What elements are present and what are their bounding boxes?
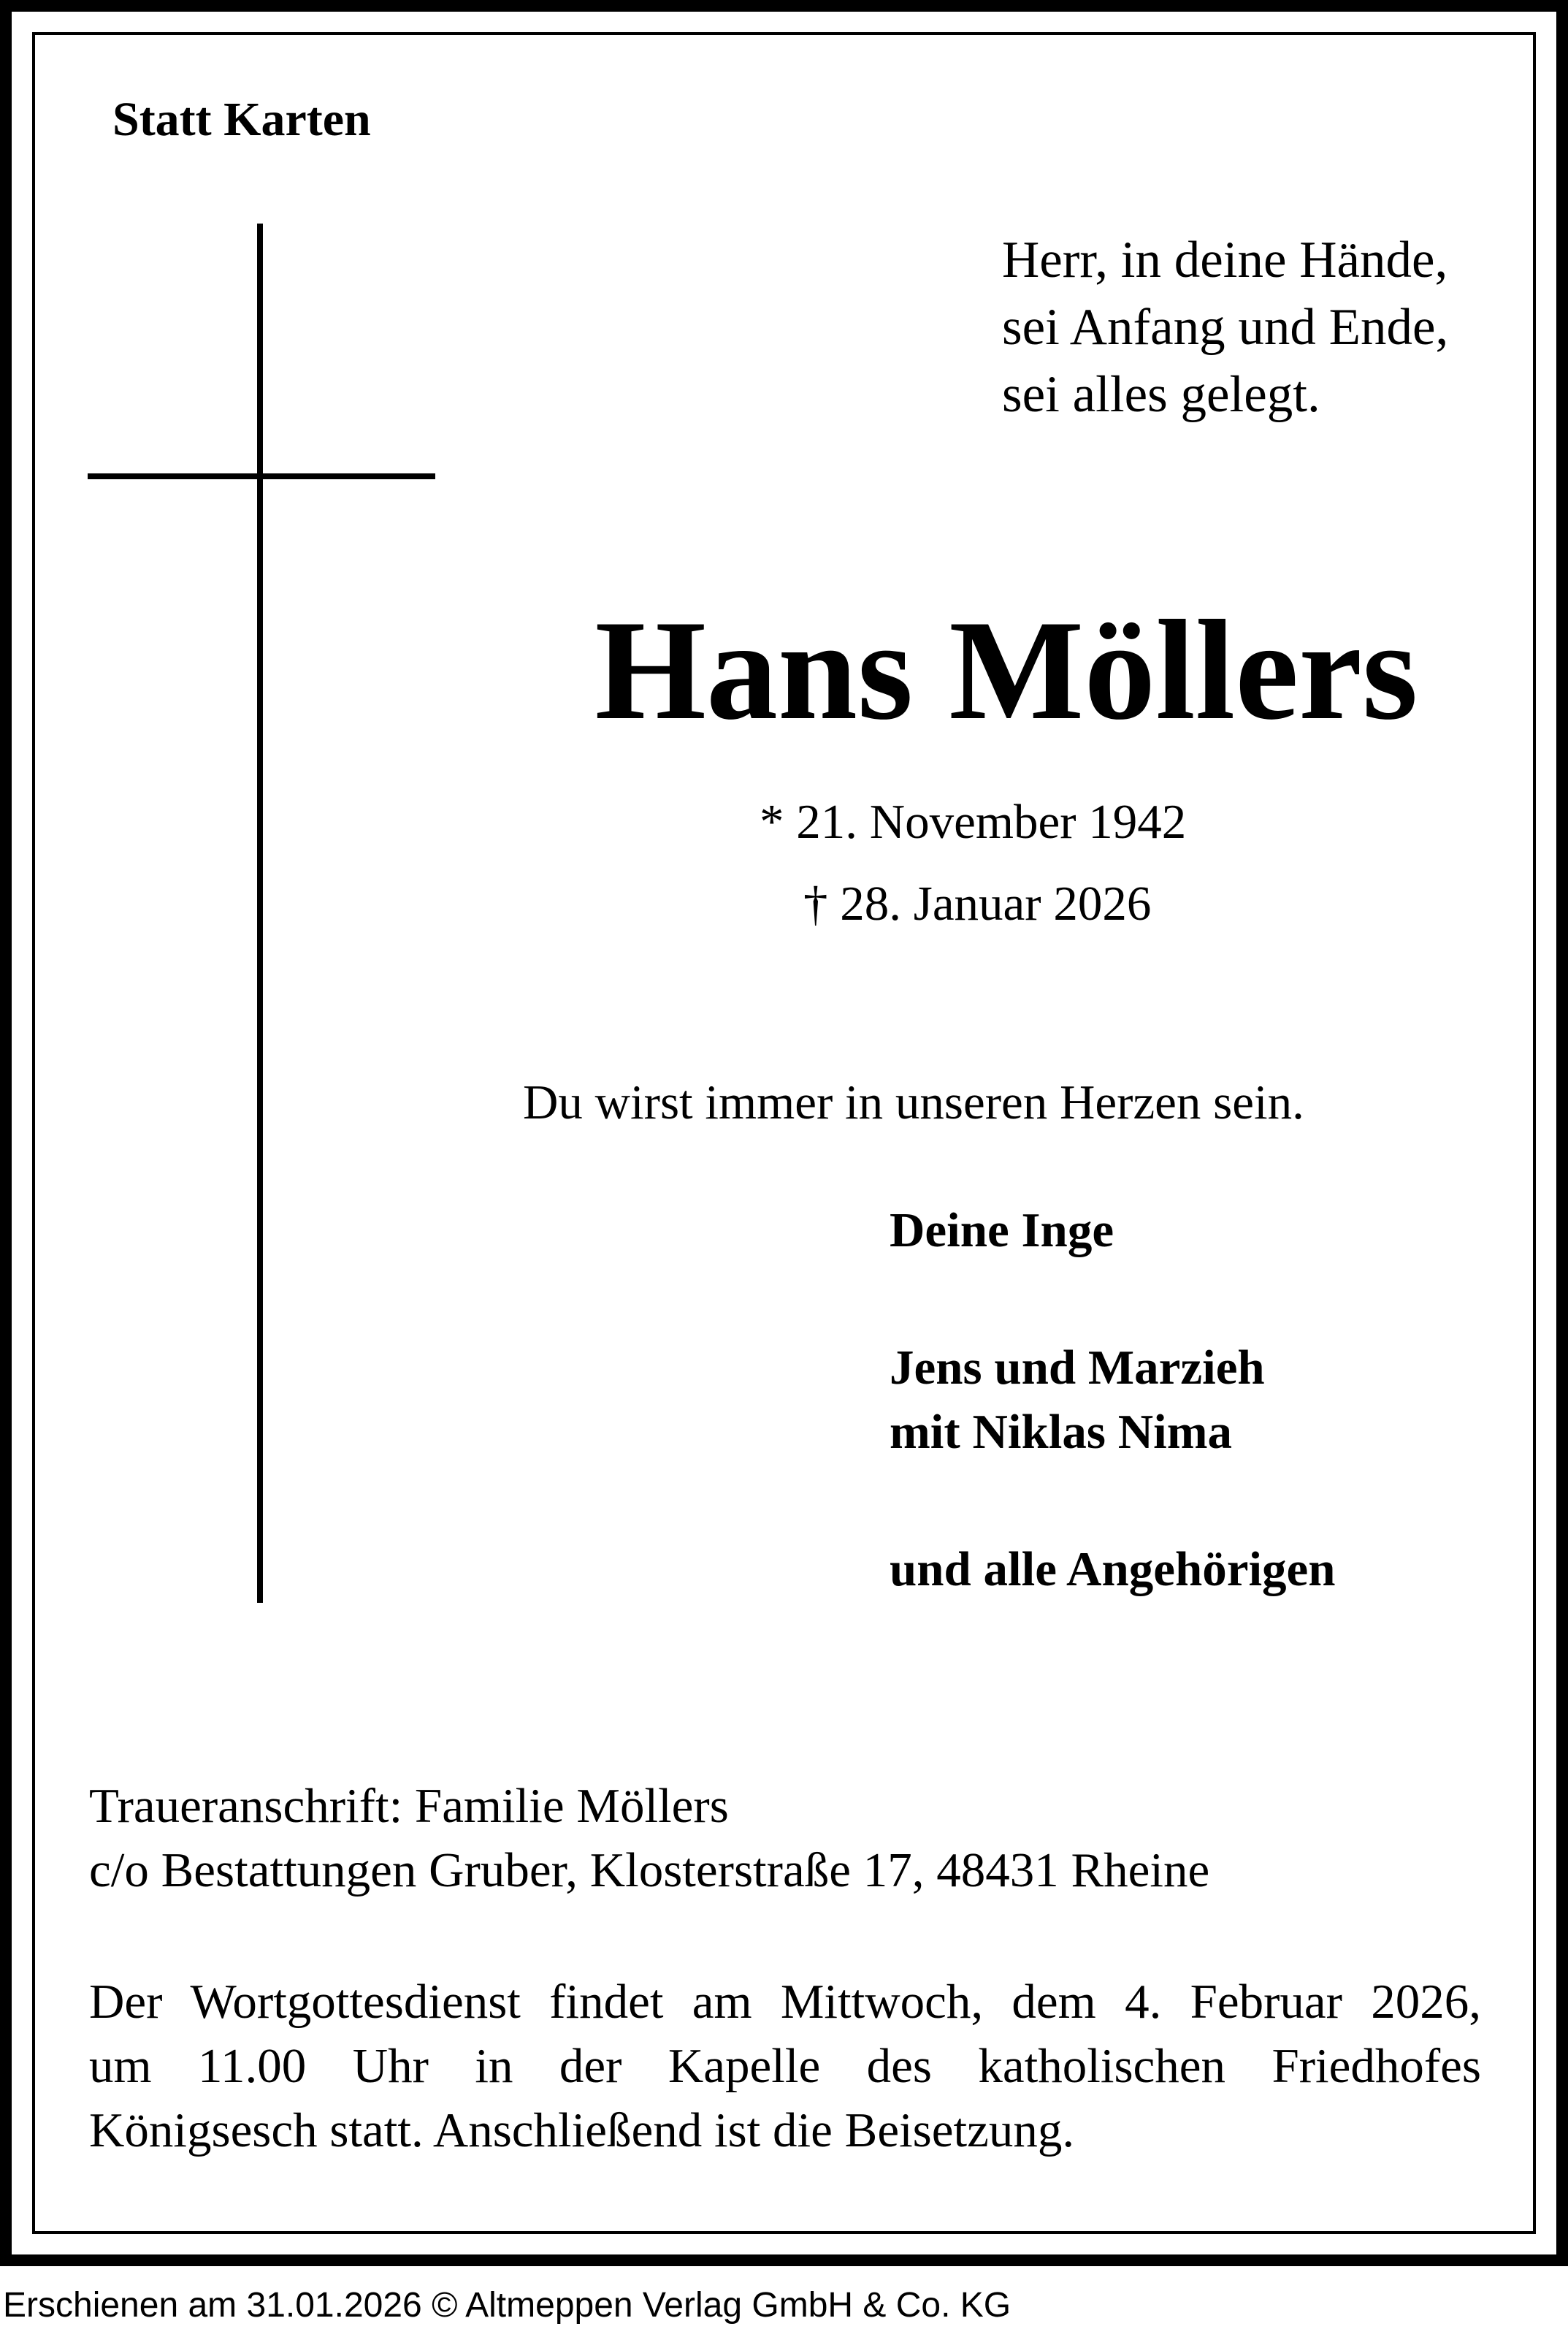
cross-icon-vertical-bar: [257, 224, 263, 1603]
deceased-name: Hans Möllers: [594, 591, 1418, 750]
verse-line: sei alles gelegt.: [1002, 366, 1320, 423]
mourning-address-line: Traueranschrift: Familie Möllers: [89, 1779, 729, 1833]
cross-icon-horizontal-bar: [88, 473, 435, 479]
death-date: † 28. Januar 2026: [803, 877, 1152, 931]
service-line: um 11.00 Uhr in der Kapelle des katholischen Friedhofes: [89, 2039, 1481, 2093]
signature-line: Deine Inge: [890, 1203, 1114, 1257]
verse-line: Herr, in deine Hände,: [1002, 232, 1448, 289]
service-line: Königsesch statt. Anschließend ist die Beisetzung.: [89, 2103, 1075, 2157]
signature-line: mit Niklas Nima: [890, 1405, 1232, 1459]
birth-date: * 21. November 1942: [760, 795, 1187, 849]
service-announcement: [89, 1970, 1481, 2162]
verse-line: sei Anfang und Ende,: [1002, 299, 1449, 356]
memorial-quote: Du wirst immer in unseren Herzen sein.: [523, 1075, 1304, 1129]
signature-line: Jens und Marzieh: [890, 1341, 1265, 1395]
bible-verse: [1002, 226, 1448, 428]
mourning-address-line: c/o Bestattungen Gruber, Klosterstraße 17, 48431 Rheine: [89, 1843, 1210, 1897]
publication-footer: Erschienen am 31.01.2026 © Altmeppen Verlag GmbH & Co. KG: [3, 2286, 1011, 2325]
service-line: Der Wortgottesdienst findet am Mittwoch, dem 4. Februar 2026,: [89, 1975, 1481, 2029]
signature-line: und alle Angehörigen: [890, 1542, 1336, 1596]
header-statt-karten: Statt Karten: [112, 93, 371, 146]
